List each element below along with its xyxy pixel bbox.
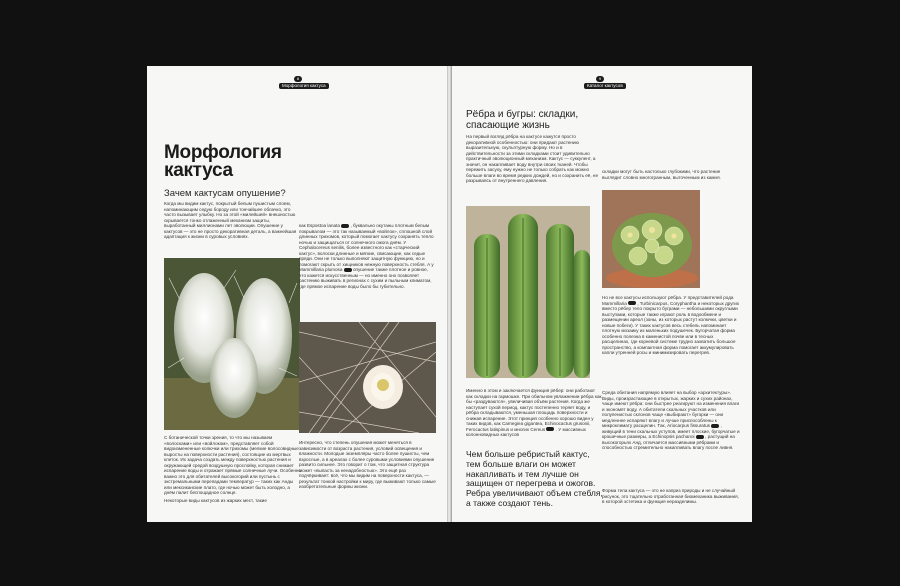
page-number: 9	[596, 76, 604, 82]
body-paragraph-2: складки могут быть настолько глубокими, что растение выглядит словно многогранным, выточенным из камня.	[602, 169, 721, 180]
intro-paragraph: На первый взгляд рёбра на кактусе кажутся просто декоративной особенностью: они придают растению выразительную, скульптурную форму. Но и в действительности за этими складками стоит удивительно практичный эволюционный механизм. Кактус — суккулент, а значит, он накапливает воду внутри своих тканей. Чтобы пережить засуху, ему нужно не только собрать как можно больше влаги во время редких дождей, но и сохранить её, не разрываясь от внутреннего давления.	[466, 134, 599, 183]
body-paragraph-2: как Espostoa lanata , буквально окутаны плотным белым покрывалом — это так называемый «войлок», сплошной слой длинных трихомов, который помогает кактусу сохранять тепло ночью и защищаться от солнечного ожога днём. У Cephalocereus senilis, более известного как «старческий кактус», волоски длинные и мягкие, свисающие, как седые пряди. Они не только выполняют защитную функцию, но и помогают скрыть от хищников нежную поверхность стебля. А у Mammillaria plumosa опушение также плотное и ровное, что кажется искусственным — но именно оно позволяет растению выживать в регионах с сухим и пыльным климатом, где прямое испарение воды было бы губительно.	[299, 223, 434, 289]
page-title: Морфология кактуса	[164, 142, 282, 181]
highlight-marker	[711, 424, 719, 428]
photo-hairy-cacti	[164, 258, 300, 430]
body-paragraph-1: С ботанической точки зрения, то что мы называем «волосками» или «войлоком», представляет собой видоизмененные колючки или трихомы (мелкие волосовидные выросты на поверхности растения), состоящие из мертвых клеток. Их задача создать между поверхностью растения и окружающей средой воздушную прослойку, которая снижает испарение воды и отражает прямые солнечные лучи. Особенно важно это для обитателей высокогорий или пустынь с экстремальными перепадами температур — таких как Анды или мексиканские плато, где ночью может быть холодно, а днём палит беспощадное солнце.	[164, 435, 301, 495]
section-title: Рёбра и бугры: складки, спасающие жизнь	[466, 109, 579, 131]
running-head: Морфология кактуса	[279, 83, 329, 89]
body-paragraph-5: Форма тела кактуса — это не каприз природы и не случайный рисунок, это тщательно отработанная биомеханика выживания, в которой эстетика и функция неразделимы.	[602, 488, 739, 504]
highlight-marker	[344, 268, 352, 272]
highlight-marker	[341, 224, 349, 228]
body-paragraph-3: Интересно, что степень опушения может меняться в зависимости от возраста растения, условий освещения и влажности. Молодые экземпляры часто более пушисты, чем взрослые, а в ареалах с более суровыми условиями опушение развито сильнее. Это говорит о том, что защитная структура может «выпасть за ненадобностью». Это ещё раз подчёркивает: всё, что мы видим на поверхности кактуса, — результат тонкой настройки к миру, где выживают только самые изобретательные формы жизни.	[299, 440, 436, 489]
highlight-marker	[546, 427, 554, 431]
intro-paragraph: Когда мы видим кактус, покрытый белым пушистым слоем, напоминающим седую бороду или тончайшее облачко, это часто вызывает улыбку. Но за этой «милейшей» внешностью скрывается тонко отлаженный механизм защиты, выработанный миллионами лет эволюции. Опушение у кактусов — это не просто декоративная деталь, а важнейшая адаптация к жизни в суровых условиях.	[164, 201, 297, 239]
running-head: Каталог кактусов	[584, 83, 626, 89]
ribbed-cactus-image	[466, 206, 590, 378]
photo-ribbed-cactus	[466, 206, 590, 378]
highlight-marker	[628, 301, 636, 305]
pull-quote: Чем больше ребристый кактус, тем больше влаги он может накапливать и тем лучше он защищен от перегрева и ожогов. Ребра увеличивают объем стебля, а также создают тень.	[466, 449, 603, 508]
hairy-cacti-image	[164, 258, 300, 430]
flowering-cactus-image	[299, 322, 436, 433]
photo-flowering-cactus	[299, 322, 436, 433]
body-paragraph-1: Именно в этом и заключается функция рёбер: они работают как складки на гармошке. При обильном увлажнении рёбра как бы «раздуваются», увеличивая объём растения. Когда же наступает сухой период, кактус постепенно теряет воду, и рёбра складываются, уменьшая площадь поверхности и снижая испарение. Этот принцип особенно хорошо виден у таких видов, как Carnegiea gigantea, Echinocactus grusonii, Ferocactus latispinus и многих Cereus . У массивных колонновидных кактусов	[466, 388, 602, 437]
photo-tubercle-cactus	[602, 190, 700, 288]
tubercle-cactus-image	[602, 190, 700, 288]
page-subtitle: Зачем кактусам опушение?	[164, 188, 286, 199]
right-page	[452, 66, 752, 522]
body-paragraph-4: Среда обитания напрямую влияет на выбор «архитектуры». Виды, произрастающие в открытых, жарких и сухих районах, чаще имеют рёбра: они быстрее реагируют на изменения влаги и экономят воду. А обитатели скальных участков или полупенистых склонов чаще «выбирают» бугорки — они медленнее испаряют влагу и лучше приспособлены к микроклимату расщелин. Так, Ariocarpus fissuratus , живущий в тени скальных уступов, имеет плоские, бугорчатые и крошечные размеры, а Echinopsis pachanoi , растущий на высокогорьях Анд, отличается массивными рёбрами и способностью стремительно накапливать влагу после ливня.	[602, 390, 740, 450]
left-page	[147, 66, 447, 522]
highlight-marker	[696, 435, 704, 439]
body-paragraph-1-end: Некоторые виды кактусов из жарких мест, такие	[164, 498, 267, 503]
body-paragraph-3: Но не все кактусы используют рёбра. У представителей рода Mammillaria , Turbinicarpus, Coryphantha и некоторых других вместо рёбер тело покрыто буграми — небольшими округлыми выступами, которые также играют роль в водообмене и размещении ареол (зоны, из которых растут колючки, цветки и новые побеги). У таких кактусов весь стебель напоминает плотную мозаику из маленьких подушечек. Бугорчатая форма особенно полезна в каменистой почве или в тесных расщелинах, где корневой системе трудно захватить большое пространство, а компактная форма помогает аккумулировать капли утренней росы и минимизировать перегрев.	[602, 295, 740, 355]
page-number: 8	[294, 76, 302, 82]
